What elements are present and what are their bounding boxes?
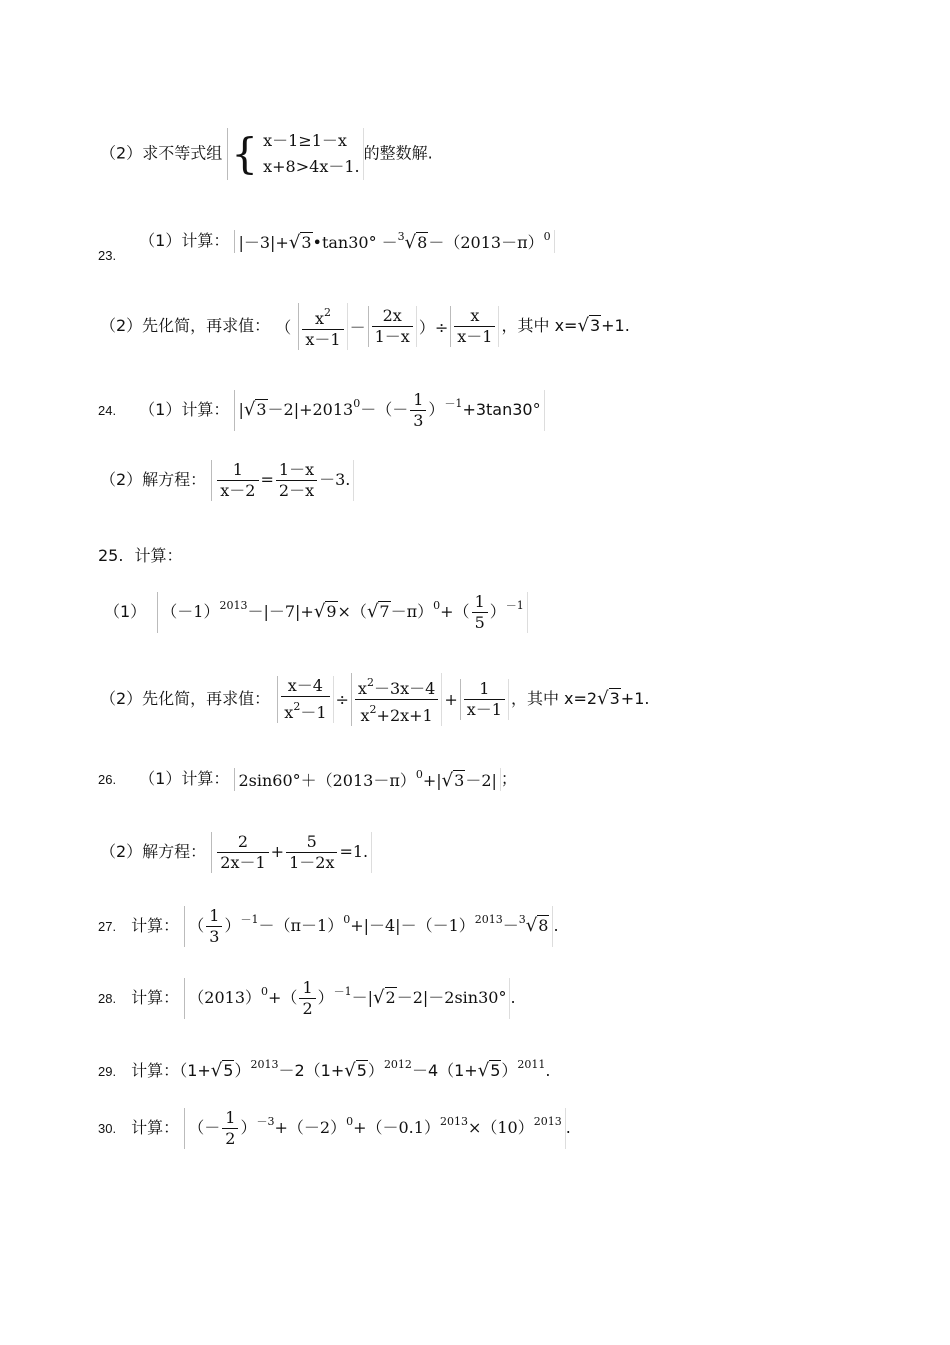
- exponent: 2012: [383, 1058, 412, 1071]
- expr-part: |: [238, 400, 244, 419]
- problem-26-1: [98, 766, 517, 791]
- numerator-group: [355, 673, 438, 700]
- sqrt: √3: [243, 399, 267, 420]
- operator: ÷: [335, 690, 349, 709]
- part-label: （1）计算：: [139, 231, 230, 250]
- part-label: 计算：: [131, 988, 180, 1007]
- problem-22-2: [100, 128, 433, 180]
- tail-text: .: [510, 988, 516, 1007]
- numerator: 1: [299, 978, 315, 999]
- denominator: 2－x: [278, 481, 315, 500]
- expr-part: －2|+2013: [267, 400, 354, 419]
- problem-number: 23.: [98, 248, 117, 263]
- expr-part: ）: [489, 602, 506, 621]
- problem-number: 24.: [98, 403, 117, 418]
- problem-30: [98, 1108, 571, 1149]
- denominator: 5: [474, 613, 485, 632]
- exponent: 2: [366, 676, 374, 689]
- tail-text: +1.: [601, 316, 630, 335]
- fraction: [206, 906, 222, 947]
- problem-number: 27.: [98, 919, 117, 934]
- numerator: x: [357, 679, 367, 698]
- expression: [157, 592, 527, 633]
- numerator: 1－x: [276, 460, 317, 481]
- exponent: 0: [343, 913, 351, 926]
- numerator: x: [314, 309, 325, 328]
- inequality-system: [227, 128, 363, 180]
- inequality-line-2: x+8>4x－1.: [263, 157, 360, 176]
- expr-part: ）: [234, 1061, 251, 1080]
- problem-number: 26.: [98, 772, 117, 787]
- problem-title: 计算：: [134, 546, 183, 565]
- numerator: 1: [222, 1108, 238, 1129]
- numerator: 2: [217, 832, 268, 853]
- tail-text: ，其中 x=2: [510, 689, 598, 708]
- part-label: 计算：: [131, 1118, 180, 1137]
- tail-text: .: [565, 1118, 571, 1137]
- sqrt: √7: [366, 601, 390, 622]
- expr-part: （－: [188, 1118, 221, 1137]
- exponent: 2011: [517, 1058, 546, 1071]
- expr-part: ）: [317, 988, 334, 1007]
- radicand: 3: [589, 316, 601, 335]
- numerator: 1: [464, 679, 505, 700]
- part-label: （2）解方程：: [100, 842, 207, 861]
- fraction: [276, 460, 317, 501]
- part-label: （1）计算：: [139, 400, 230, 419]
- expr-part: （1+: [179, 1061, 211, 1080]
- expression: [234, 390, 544, 431]
- exponent: 2013: [439, 1115, 468, 1128]
- expr-part: +（: [440, 602, 470, 621]
- expr-part: （－1）: [161, 602, 220, 621]
- part-label: （2）先化简，再求值：: [100, 689, 271, 708]
- denominator: 1－x: [374, 327, 410, 346]
- part-label: （1）: [104, 602, 147, 621]
- fraction: [460, 679, 509, 720]
- expr-part: +|: [422, 771, 442, 790]
- expression: [234, 768, 500, 791]
- tail-text: .: [545, 1061, 551, 1080]
- expr-part: +（: [268, 988, 298, 1007]
- fraction: [217, 460, 258, 501]
- radicand: 8: [538, 916, 549, 935]
- part-label: （2）解方程：: [100, 470, 207, 489]
- cube-root: $^3$√8: [518, 913, 549, 936]
- operator: +: [270, 842, 285, 861]
- problem-27: [98, 906, 559, 947]
- operator: ）÷: [418, 318, 449, 337]
- numerator: 1: [472, 592, 488, 613]
- exponent: 0: [415, 768, 423, 781]
- tail-text: ；: [500, 769, 517, 788]
- problem-24-1: [98, 390, 545, 431]
- operator: =: [260, 470, 274, 489]
- radicand: 3: [301, 233, 312, 252]
- radicand: 2: [385, 988, 396, 1007]
- expr-part: －3.: [319, 470, 351, 489]
- expr-part: =1.: [339, 842, 369, 861]
- expr-part: ×（: [337, 602, 367, 621]
- expr-part: －2|－2sin30°: [396, 988, 507, 1007]
- sqrt: √5: [210, 1060, 234, 1081]
- denominator: 2: [302, 999, 313, 1018]
- exponent: 2: [369, 703, 377, 716]
- radicand: 3: [454, 771, 465, 790]
- exponent: 2013: [250, 1058, 279, 1071]
- radicand: 3: [256, 400, 267, 419]
- numerator: 1: [410, 390, 426, 411]
- expr-part: －4（1+: [411, 1061, 478, 1080]
- expr-part: +3tan30°: [462, 400, 541, 419]
- denominator: x－2: [220, 481, 256, 500]
- expr-part: －|－7|+: [247, 602, 314, 621]
- exponent: 0: [346, 1115, 354, 1128]
- inequality-line-1: x－1≥1－x: [263, 131, 347, 150]
- part-label: （1）计算：: [139, 769, 230, 788]
- numerator: 5: [286, 832, 337, 853]
- exponent: 2013: [474, 913, 503, 926]
- expr-part: －（－: [360, 400, 409, 419]
- denominator: 3: [413, 411, 424, 430]
- fraction: [299, 978, 315, 1019]
- part-label: （2）: [100, 143, 143, 163]
- expr-part: －（π－1）: [258, 916, 344, 935]
- problem-23-1: [98, 228, 555, 263]
- denominator: +2x+1: [376, 706, 433, 725]
- exponent: 0: [353, 397, 361, 410]
- equation: [211, 832, 372, 873]
- problem-25-2: [100, 673, 649, 726]
- exponent: －3: [256, 1115, 275, 1128]
- brace-icon: {: [231, 129, 259, 178]
- expr-part: •tan30° －: [312, 233, 398, 252]
- operator: +: [444, 690, 458, 709]
- fraction: [286, 832, 337, 873]
- denominator: 2: [225, 1129, 236, 1148]
- exponent: －1: [333, 985, 352, 998]
- expr-part: －: [502, 916, 519, 935]
- expr-part: －|: [351, 988, 374, 1007]
- denominator: x－1: [305, 330, 341, 349]
- sqrt: √9: [313, 601, 337, 622]
- problem-28: [98, 978, 516, 1019]
- numerator: 1: [206, 906, 222, 927]
- numerator: －3x－4: [373, 679, 436, 698]
- problem-number: 25.: [98, 546, 124, 565]
- fraction: [277, 676, 333, 723]
- exponent: －1: [505, 599, 524, 612]
- expr-part: －2（1+: [278, 1061, 345, 1080]
- fraction: [298, 303, 347, 350]
- sqrt: √3: [441, 770, 465, 791]
- problem-23-2: [100, 303, 630, 350]
- numerator: x－4: [281, 676, 329, 697]
- denominator: x: [284, 703, 294, 722]
- expr-part: ）: [501, 1061, 518, 1080]
- sqrt: √3: [288, 232, 312, 253]
- operator: －: [349, 318, 366, 337]
- expr-part: （2013）: [188, 988, 262, 1007]
- part-label: （2）先化简，再求值：: [100, 316, 271, 335]
- fraction: [222, 1108, 238, 1149]
- problem-24-2: [100, 460, 354, 501]
- expression: [234, 230, 554, 253]
- expr-part: ）: [240, 1118, 257, 1137]
- radicand: 3: [609, 689, 620, 708]
- denominator: －1: [300, 703, 327, 722]
- problem-25-title: [98, 543, 183, 566]
- fraction: [410, 390, 426, 431]
- radicand: 5: [490, 1061, 501, 1080]
- part-label: 计算：: [131, 916, 180, 935]
- exponent: 2: [293, 700, 301, 713]
- problem-26-2: [100, 832, 372, 873]
- cube-root: $^3$√8: [397, 230, 428, 253]
- part-label: 计算：: [131, 1061, 180, 1080]
- sqrt: √5: [477, 1060, 501, 1081]
- exponent: 0: [261, 985, 269, 998]
- sqrt: √5: [344, 1060, 367, 1081]
- sqrt: √2: [373, 987, 396, 1008]
- radicand: 8: [417, 233, 428, 252]
- fraction: [217, 832, 268, 873]
- fraction: [450, 306, 499, 347]
- denominator: x－1: [466, 700, 502, 719]
- paren: （: [275, 318, 292, 337]
- expression: [184, 978, 510, 1019]
- problem-25-1: [104, 592, 528, 633]
- expression: [184, 1108, 565, 1149]
- expression: [184, 906, 553, 947]
- fraction: [472, 592, 488, 633]
- fraction: [351, 673, 442, 726]
- expr-part: 2sin60°＋（2013－π）: [238, 771, 416, 790]
- radicand: 7: [379, 602, 390, 621]
- expr-part: －2|: [465, 771, 497, 790]
- exponent: 2013: [219, 599, 248, 612]
- exponent: 2: [324, 306, 332, 319]
- numerator: 2x: [372, 306, 413, 327]
- expr-part: ）: [224, 916, 241, 935]
- denominator: x: [360, 706, 370, 725]
- exponent: －1: [240, 913, 259, 926]
- denominator: 2x－1: [220, 853, 266, 872]
- expr-part: （: [188, 916, 205, 935]
- expr-part: ）: [367, 1061, 384, 1080]
- expr-part: +|－4|－（－1）: [350, 916, 475, 935]
- numerator: 1: [217, 460, 258, 481]
- radicand: 5: [356, 1061, 367, 1080]
- exponent: 0: [543, 230, 551, 243]
- problem-text: 求不等式组: [142, 143, 223, 163]
- root-index: 3: [518, 913, 526, 926]
- fraction: [368, 306, 417, 347]
- denominator: 3: [209, 927, 220, 946]
- exponent: －1: [444, 397, 463, 410]
- problem-tail: 的整数解.: [363, 143, 433, 163]
- expr-part: －（2013－π）: [428, 233, 544, 252]
- denominator: 1－2x: [289, 853, 335, 872]
- denominator: x－1: [457, 327, 493, 346]
- tail-text: .: [553, 916, 559, 935]
- expr-part: ×（10）: [467, 1118, 534, 1137]
- problem-29: [98, 1058, 551, 1081]
- radicand: 9: [326, 602, 337, 621]
- numerator: x: [454, 306, 495, 327]
- exponent: 0: [433, 599, 441, 612]
- problem-number: 29.: [98, 1064, 117, 1079]
- problem-number: 30.: [98, 1121, 117, 1136]
- expr-part: －π）: [390, 602, 434, 621]
- expr-part: +（－0.1）: [353, 1118, 440, 1137]
- sqrt: √3: [577, 315, 601, 336]
- tail-text: +1.: [620, 689, 650, 708]
- problem-number: 28.: [98, 991, 117, 1006]
- root-index: 3: [397, 230, 405, 243]
- radicand: 5: [223, 1061, 234, 1080]
- equation: [211, 460, 354, 501]
- expr-part: +（－2）: [274, 1118, 347, 1137]
- sqrt: √3: [597, 688, 620, 709]
- tail-text: ，其中 x=: [501, 316, 578, 335]
- expr-part: ）: [428, 400, 445, 419]
- denominator-group: [355, 700, 438, 726]
- expr-part: |－3|+: [238, 233, 289, 252]
- exponent: 2013: [533, 1115, 562, 1128]
- denominator-group: [281, 697, 329, 723]
